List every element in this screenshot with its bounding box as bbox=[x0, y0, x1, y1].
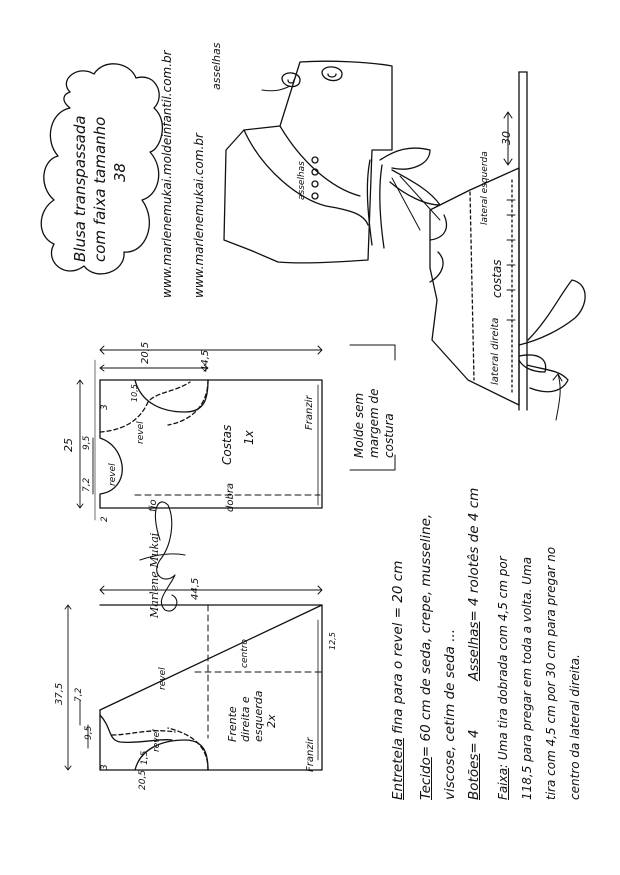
frente-dim-3: 3 bbox=[100, 764, 110, 770]
costas-dim-top: 44,5 bbox=[200, 349, 211, 372]
back-left-side-label: lateral direita bbox=[490, 317, 501, 385]
costas-fio: fio bbox=[148, 499, 159, 512]
costas-dim-7-2: 7,2 bbox=[82, 477, 92, 492]
frente-name-line-2: direita e bbox=[239, 696, 252, 742]
instruction-faixa bbox=[496, 556, 510, 800]
asselhas-callout: asselhas bbox=[210, 42, 223, 90]
costas-dim-2: 2 bbox=[100, 516, 110, 522]
instruction-botoes-asselhas bbox=[466, 488, 482, 800]
back-center-label: costas bbox=[490, 259, 504, 298]
frente-count: 2x bbox=[265, 714, 278, 728]
instruction-faixa-3: tira com 4,5 cm por 30 cm para pregar no bbox=[544, 546, 558, 800]
seam-note-line-1: Molde sem bbox=[352, 392, 366, 458]
url-site2: www.marlenemukai.moldeinfantil.com.br bbox=[160, 50, 174, 298]
seam-note-line-2: margem de bbox=[367, 388, 381, 458]
faixa-text: : Uma tira dobrada com 4,5 cm por bbox=[496, 556, 510, 768]
entretela-text: fina para o revel = 20 cm bbox=[390, 560, 406, 734]
frente-dim-20-5: 20,5 bbox=[138, 769, 148, 790]
signature: Marlene Mukai bbox=[148, 532, 161, 618]
botoes-label: Botões bbox=[466, 753, 482, 800]
frente-dim-12-5: 12,5 bbox=[328, 632, 337, 650]
asselhas-label: Asselhas bbox=[466, 621, 482, 681]
title-block bbox=[70, 115, 130, 262]
costas-dobra: dobra bbox=[225, 482, 236, 512]
instruction-faixa-2: 118,5 para pregar em toda a volta. Uma bbox=[520, 556, 534, 800]
costas-pattern bbox=[77, 346, 322, 520]
front-asselhas-label: asselhas bbox=[297, 161, 307, 200]
frente-name-line-3: esquerda bbox=[252, 690, 265, 742]
costas-dim-9-5: 9,5 bbox=[82, 435, 92, 450]
asselhas-text: = 4 rolotês de 4 cm bbox=[466, 487, 482, 622]
instruction-tecido bbox=[418, 514, 434, 800]
frente-dim-1-5: 1,5 bbox=[140, 750, 150, 765]
costas-franzir: Franzir bbox=[304, 395, 315, 430]
instruction-entretela bbox=[390, 561, 406, 800]
entretela-label: Entretela bbox=[390, 738, 406, 800]
title-line-1: Blusa transpassada bbox=[71, 115, 89, 262]
seam-note bbox=[352, 389, 397, 458]
signature-scribble bbox=[140, 502, 185, 611]
blouse-front-illustration bbox=[224, 61, 440, 263]
frente-name-line-1: Frente bbox=[226, 706, 239, 742]
costas-name: Costas bbox=[220, 424, 234, 465]
instruction-faixa-4: centro da lateral direita. bbox=[568, 654, 582, 800]
costas-count: 1x bbox=[242, 430, 256, 445]
costas-revel-1: revel bbox=[136, 421, 146, 444]
frente-dim-9-5: 9,5 bbox=[84, 725, 94, 740]
back-right-side-label: lateral esquerda bbox=[480, 151, 490, 225]
costas-dim-3: 3 bbox=[100, 404, 110, 410]
frente-franzir: Franzir bbox=[305, 737, 316, 772]
costas-revel-2: revel bbox=[108, 463, 118, 486]
frente-centro: centro bbox=[240, 639, 250, 668]
url-site1: www.marlenemukai.com.br bbox=[192, 133, 206, 298]
costas-dim-10-5: 10,5 bbox=[130, 384, 139, 402]
tecido-label: Tecido bbox=[418, 757, 434, 800]
frente-dim-37-5: 37,5 bbox=[54, 682, 65, 705]
seam-note-line-3: costura bbox=[382, 413, 396, 458]
costas-dim-25: 25 bbox=[62, 438, 75, 452]
frente-pattern bbox=[65, 586, 322, 770]
frente-revel-2: revel bbox=[152, 729, 162, 752]
instruction-tecido-2: viscose, cetim de seda ... bbox=[442, 628, 458, 800]
back-dimension-30: 30 bbox=[500, 131, 513, 145]
faixa-label: Faixa bbox=[496, 767, 510, 800]
title-line-2: com faixa tamanho bbox=[91, 116, 109, 262]
frente-dim-top: 44,5 bbox=[190, 577, 201, 600]
title-line-3: 38 bbox=[111, 162, 129, 182]
frente-revel-1: revel bbox=[158, 667, 168, 690]
tecido-text: = 60 cm de seda, crepe, musseline, bbox=[418, 513, 434, 758]
frente-dim-7-2: 7,2 bbox=[74, 687, 84, 702]
blouse-back-illustration bbox=[430, 72, 585, 420]
costas-dim-20-5: 20,5 bbox=[140, 341, 151, 364]
botoes-text: = 4 bbox=[466, 729, 482, 754]
frente-name-1 bbox=[226, 691, 278, 742]
